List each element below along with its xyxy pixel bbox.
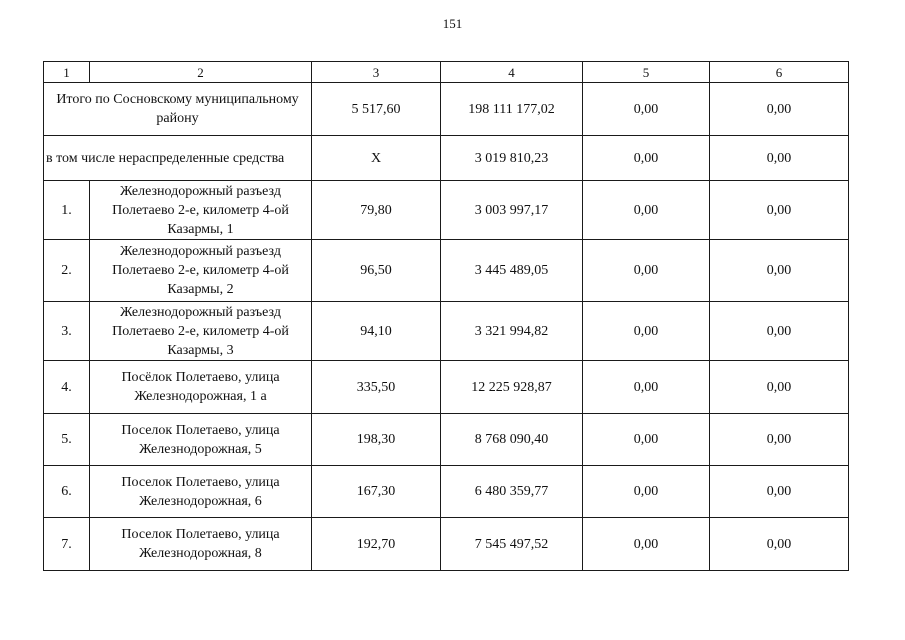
header-row xyxy=(44,62,849,83)
total-row xyxy=(44,83,849,136)
row-c5: 0,00 xyxy=(583,466,710,518)
row-c4: 6 480 359,77 xyxy=(441,466,583,518)
row-c5: 0,00 xyxy=(583,240,710,302)
row-c4: 3 445 489,05 xyxy=(441,240,583,302)
row-c5: 0,00 xyxy=(583,302,710,361)
row-c3: 94,10 xyxy=(312,302,441,361)
row-c6: 0,00 xyxy=(710,181,849,240)
undistributed-c6: 0,00 xyxy=(710,136,849,181)
row-c6: 0,00 xyxy=(710,414,849,466)
row-c3: 96,50 xyxy=(312,240,441,302)
row-c6: 0,00 xyxy=(710,302,849,361)
row-number: 4. xyxy=(44,361,90,414)
row-c3: 167,30 xyxy=(312,466,441,518)
row-number: 3. xyxy=(44,302,90,361)
row-address: Посёлок Полетаево, улица Железнодорожная, 1 а xyxy=(90,361,312,414)
row-c4: 3 003 997,17 xyxy=(441,181,583,240)
undistributed-c4: 3 019 810,23 xyxy=(441,136,583,181)
row-number: 2. xyxy=(44,240,90,302)
header-cell: 6 xyxy=(710,62,849,83)
row-c4: 12 225 928,87 xyxy=(441,361,583,414)
row-number: 5. xyxy=(44,414,90,466)
total-c4: 198 111 177,02 xyxy=(441,83,583,136)
row-c5: 0,00 xyxy=(583,361,710,414)
row-address: Поселок Полетаево, улица Железнодорожная, 8 xyxy=(90,518,312,571)
table-row xyxy=(44,466,849,518)
row-c6: 0,00 xyxy=(710,466,849,518)
row-c5: 0,00 xyxy=(583,181,710,240)
table-row xyxy=(44,414,849,466)
row-address: Железнодорожный разъезд Полетаево 2-е, километр 4-ой Казармы, 3 xyxy=(90,302,312,361)
row-c4: 3 321 994,82 xyxy=(441,302,583,361)
row-number: 6. xyxy=(44,466,90,518)
header-cell: 5 xyxy=(583,62,710,83)
table-row xyxy=(44,240,849,302)
total-label: Итого по Сосновскому муниципальному району xyxy=(44,83,312,136)
row-c3: 192,70 xyxy=(312,518,441,571)
budget-table xyxy=(43,61,849,571)
row-c6: 0,00 xyxy=(710,361,849,414)
row-c5: 0,00 xyxy=(583,518,710,571)
row-c5: 0,00 xyxy=(583,414,710,466)
table-row xyxy=(44,361,849,414)
row-number: 7. xyxy=(44,518,90,571)
row-c3: 335,50 xyxy=(312,361,441,414)
row-number: 1. xyxy=(44,181,90,240)
row-address: Железнодорожный разъезд Полетаево 2-е, километр 4-ой Казармы, 1 xyxy=(90,181,312,240)
page-number: 151 xyxy=(442,16,463,31)
undistributed-row xyxy=(44,136,849,181)
total-c5: 0,00 xyxy=(583,83,710,136)
row-c4: 7 545 497,52 xyxy=(441,518,583,571)
row-c3: 79,80 xyxy=(312,181,441,240)
header-cell: 1 xyxy=(44,62,90,83)
table-row xyxy=(44,302,849,361)
row-c6: 0,00 xyxy=(710,240,849,302)
table-row xyxy=(44,181,849,240)
total-c3: 5 517,60 xyxy=(312,83,441,136)
row-address: Поселок Полетаево, улица Железнодорожная, 6 xyxy=(90,466,312,518)
row-c6: 0,00 xyxy=(710,518,849,571)
total-c6: 0,00 xyxy=(710,83,849,136)
row-c3: 198,30 xyxy=(312,414,441,466)
row-address: Железнодорожный разъезд Полетаево 2-е, километр 4-ой Казармы, 2 xyxy=(90,240,312,302)
header-cell: 2 xyxy=(90,62,312,83)
row-address: Поселок Полетаево, улица Железнодорожная, 5 xyxy=(90,414,312,466)
header-cell: 4 xyxy=(441,62,583,83)
undistributed-c3: Х xyxy=(312,136,441,181)
undistributed-c5: 0,00 xyxy=(583,136,710,181)
header-cell: 3 xyxy=(312,62,441,83)
table-row xyxy=(44,518,849,571)
row-c4: 8 768 090,40 xyxy=(441,414,583,466)
undistributed-label: в том числе нераспределенные средства xyxy=(44,136,312,181)
